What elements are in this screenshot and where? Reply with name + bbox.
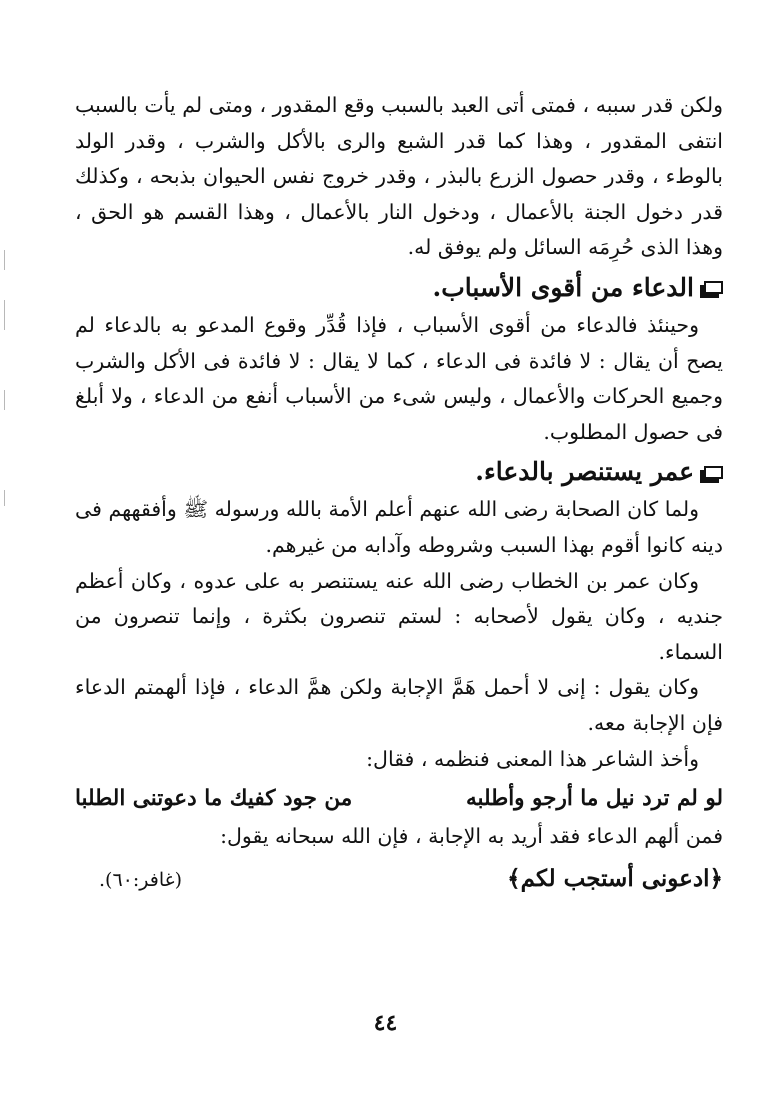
paragraph-umar-saying: وكان يقول : إنى لا أحمل هَمَّ الإجابة ولكن همَّ الدعاء ، فإذا ألهمتم الدعاء فإن الإجابة معه. xyxy=(75,675,723,735)
intro-paragraph: ولكن قدر سببه ، فمتى أتى العبد بالسبب وقع المقدور ، ومتى لم يأت بالسبب انتفى المقدور ، وهذا كما قدر الشبع والرى بالأكل والشرب ، وقدر الولد بالوطء ، وقدر حصول الزرع بالبذر ، وقدر خروج نفس الحيوان بذبحه ، وكذلك قدر دخول الجنة بالأعمال ، ودخول النار بالأعمال ، وهذا القسم هو الحق ، وهذا الذى حُرِمَه السائل ولم يوفق له. xyxy=(75,93,723,260)
section-heading-umar-seeks-victory xyxy=(75,452,723,492)
square-bullet-icon xyxy=(704,281,723,294)
page-number: ٤٤ xyxy=(373,1010,398,1036)
poem-first-hemistich: لو لم ترد نيل ما أرجو وأطلبه xyxy=(465,786,723,812)
paragraph-companions: ولما كان الصحابة رضى الله عنهم أعلم الأمة بالله ورسوله ﷺ وأفقههم فى دينه كانوا أقوم بهذا السبب وشروطه وآدابه من غيرهم. xyxy=(75,497,723,557)
square-bullet-icon xyxy=(704,466,723,479)
quran-citation-row xyxy=(75,857,723,902)
poem-verse xyxy=(75,779,723,819)
paragraph-poet-intro: وأخذ الشاعر هذا المعنى فنظمه ، فقال: xyxy=(366,746,699,771)
scan-edge-mark xyxy=(4,490,5,506)
poem-second-hemistich: من جود كفيك ما دعوتنى الطلبا xyxy=(75,786,353,812)
paragraph-prayer-cause: وحينئذ فالدعاء من أقوى الأسباب ، فإذا قُدِّر وقوع المدعو به بالدعاء لم يصح أن يقال : لا فائدة فى الدعاء ، كما لا يقال : لا فائدة فى الأكل والشرب وجميع الحركات والأعمال ، وليس شىء من الأسباب أنفع من الدعاء ، ولا أبلغ فى حصول المطلوب. xyxy=(75,312,723,444)
quran-verse: ﴿ادعونى أستجب لكم﴾ xyxy=(507,864,723,892)
paragraph-umar-victory: وكان عمر بن الخطاب رضى الله عنه يستنصر به على عدوه ، وكان أعظم جنديه ، وكان يقول لأصحابه : لستم تنصرون بكثرة ، وإنما تنصرون من السماء. xyxy=(75,568,723,664)
scan-edge-mark xyxy=(4,250,5,270)
paragraph-after-poem: فمن ألهم الدعاء فقد أريد به الإجابة ، فإن الله سبحانه يقول: xyxy=(220,824,723,849)
scan-edge-mark xyxy=(4,300,5,330)
section-heading-prayer-strongest-cause xyxy=(75,268,723,308)
book-page xyxy=(75,88,723,902)
heading-text: عمر يستنصر بالدعاء. xyxy=(475,457,694,487)
quran-reference: (غافر:٦٠). xyxy=(99,868,182,891)
heading-text: الدعاء من أقوى الأسباب. xyxy=(432,272,694,302)
scan-edge-mark xyxy=(4,390,5,410)
